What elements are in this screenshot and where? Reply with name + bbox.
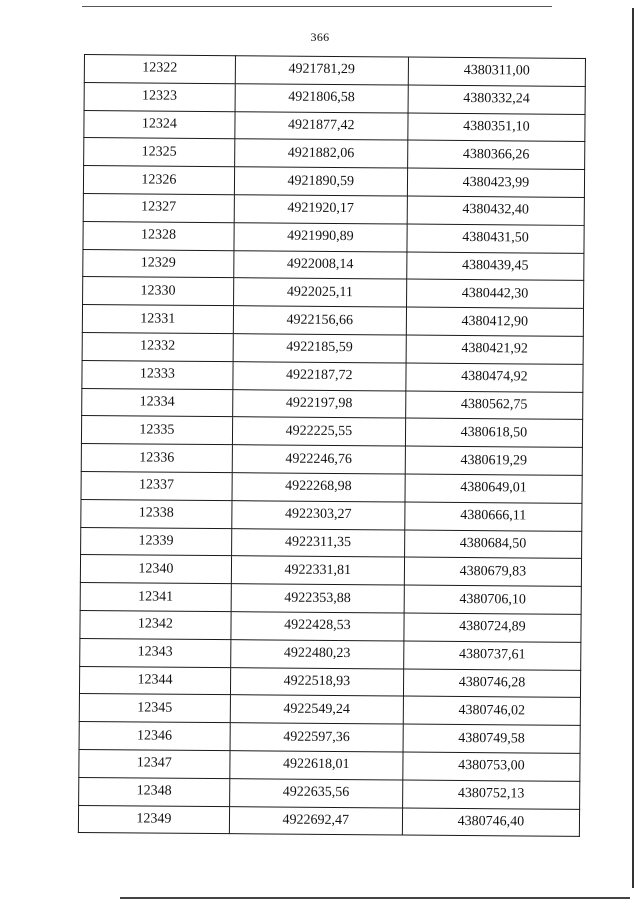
table-row: [80, 583, 581, 615]
y-coordinate-cell: 4380311,00: [408, 57, 585, 86]
y-coordinate-cell: 4380618,50: [405, 418, 582, 447]
y-coordinate-cell: 4380439,45: [407, 252, 584, 281]
point-number-cell: 12331: [82, 305, 233, 334]
point-number-cell: 12322: [84, 55, 235, 84]
scan-right-border: [632, 8, 634, 888]
y-coordinate-cell: 4380666,11: [405, 502, 582, 531]
x-coordinate-cell: 4921806,58: [235, 83, 408, 112]
table-row: [83, 221, 584, 253]
point-number-cell: 12344: [79, 666, 230, 695]
table-row: [78, 805, 579, 837]
table-row: [79, 722, 580, 754]
y-coordinate-cell: 4380332,24: [408, 85, 585, 114]
x-coordinate-cell: 4922549,24: [230, 695, 403, 724]
table-row: [84, 55, 585, 87]
page-number: 366: [310, 30, 330, 44]
table-row: [81, 444, 582, 476]
x-coordinate-cell: 4922197,98: [232, 389, 405, 418]
point-number-cell: 12339: [81, 527, 232, 556]
x-coordinate-cell: 4922008,14: [234, 250, 407, 279]
table-row: [84, 138, 585, 170]
y-coordinate-cell: 4380749,58: [403, 724, 580, 753]
point-number-cell: 12338: [81, 499, 232, 528]
table-row: [79, 694, 580, 726]
point-number-cell: 12325: [84, 138, 235, 167]
table-row: [82, 360, 583, 392]
y-coordinate-cell: 4380737,61: [404, 641, 581, 670]
point-number-cell: 12343: [80, 638, 231, 667]
y-coordinate-cell: 4380412,90: [406, 307, 583, 336]
y-coordinate-cell: 4380474,92: [406, 363, 583, 392]
table-row: [79, 749, 580, 781]
x-coordinate-cell: 4922428,53: [231, 612, 404, 641]
x-coordinate-cell: 4922692,47: [229, 806, 402, 835]
point-number-cell: 12335: [81, 416, 232, 445]
x-coordinate-cell: 4922597,36: [230, 723, 403, 752]
point-number-cell: 12345: [79, 694, 230, 723]
y-coordinate-cell: 4380706,10: [404, 585, 581, 614]
x-coordinate-cell: 4921877,42: [235, 111, 408, 140]
x-coordinate-cell: 4922246,76: [232, 445, 405, 474]
point-number-cell: 12349: [78, 805, 229, 834]
point-number-cell: 12340: [80, 555, 231, 584]
point-number-cell: 12324: [84, 110, 235, 139]
y-coordinate-cell: 4380746,02: [403, 696, 580, 725]
table-row: [84, 82, 585, 114]
table-row: [82, 332, 583, 364]
table-row: [81, 416, 582, 448]
table-row: [81, 471, 582, 503]
x-coordinate-cell: 4922311,35: [231, 528, 404, 557]
table-row: [83, 193, 584, 225]
scan-bottom-border: [120, 897, 630, 899]
table-row: [81, 499, 582, 531]
x-coordinate-cell: 4922480,23: [230, 639, 403, 668]
x-coordinate-cell: 4922187,72: [233, 361, 406, 390]
x-coordinate-cell: 4922025,11: [233, 278, 406, 307]
y-coordinate-cell: 4380432,40: [407, 196, 584, 225]
table-row: [80, 638, 581, 670]
x-coordinate-cell: 4922185,59: [233, 334, 406, 363]
table-row: [80, 610, 581, 642]
point-number-cell: 12329: [83, 249, 234, 278]
point-number-cell: 12334: [82, 388, 233, 417]
point-number-cell: 12333: [82, 360, 233, 389]
y-coordinate-cell: 4380423,99: [407, 168, 584, 197]
x-coordinate-cell: 4922518,93: [230, 667, 403, 696]
point-number-cell: 12342: [80, 610, 231, 639]
x-coordinate-cell: 4922353,88: [231, 584, 404, 613]
point-number-cell: 12346: [79, 722, 230, 751]
point-number-cell: 12348: [79, 777, 230, 806]
y-coordinate-cell: 4380752,13: [402, 780, 579, 809]
point-number-cell: 12341: [80, 583, 231, 612]
point-number-cell: 12336: [81, 444, 232, 473]
x-coordinate-cell: 4921890,59: [234, 167, 407, 196]
y-coordinate-cell: 4380649,01: [405, 474, 582, 503]
y-coordinate-cell: 4380366,26: [407, 140, 584, 169]
coordinates-table: [78, 54, 586, 837]
point-number-cell: 12337: [81, 471, 232, 500]
point-number-cell: 12327: [83, 193, 234, 222]
table-row: [79, 777, 580, 809]
y-coordinate-cell: 4380442,30: [406, 279, 583, 308]
x-coordinate-cell: 4922156,66: [233, 306, 406, 335]
scan-top-border: [82, 6, 552, 7]
point-number-cell: 12330: [83, 277, 234, 306]
table-row: [82, 305, 583, 337]
x-coordinate-cell: 4922635,56: [229, 778, 402, 807]
table-row: [79, 666, 580, 698]
x-coordinate-cell: 4921882,06: [234, 139, 407, 168]
table-row: [82, 388, 583, 420]
table-row: [84, 110, 585, 142]
y-coordinate-cell: 4380724,89: [404, 613, 581, 642]
x-coordinate-cell: 4922268,98: [232, 473, 405, 502]
x-coordinate-cell: 4922303,27: [232, 500, 405, 529]
table-row: [81, 527, 582, 559]
y-coordinate-cell: 4380746,40: [402, 808, 579, 837]
point-number-cell: 12323: [84, 82, 235, 111]
point-number-cell: 12332: [82, 332, 233, 361]
x-coordinate-cell: 4922225,55: [232, 417, 405, 446]
y-coordinate-cell: 4380619,29: [405, 446, 582, 475]
x-coordinate-cell: 4921990,89: [234, 222, 407, 251]
x-coordinate-cell: 4922618,01: [230, 751, 403, 780]
point-number-cell: 12326: [83, 166, 234, 195]
x-coordinate-cell: 4921781,29: [235, 56, 408, 85]
table-row: [83, 277, 584, 309]
x-coordinate-cell: 4922331,81: [231, 556, 404, 585]
x-coordinate-cell: 4921920,17: [234, 195, 407, 224]
y-coordinate-cell: 4380351,10: [408, 113, 585, 142]
table-row: [83, 166, 584, 198]
y-coordinate-cell: 4380562,75: [406, 391, 583, 420]
table-row: [80, 555, 581, 587]
y-coordinate-cell: 4380684,50: [404, 530, 581, 559]
point-number-cell: 12347: [79, 749, 230, 778]
y-coordinate-cell: 4380421,92: [406, 335, 583, 364]
coordinates-table-body: [78, 55, 585, 837]
y-coordinate-cell: 4380431,50: [407, 224, 584, 253]
point-number-cell: 12328: [83, 221, 234, 250]
table-row: [83, 249, 584, 281]
y-coordinate-cell: 4380746,28: [403, 669, 580, 698]
y-coordinate-cell: 4380679,83: [404, 557, 581, 586]
y-coordinate-cell: 4380753,00: [403, 752, 580, 781]
